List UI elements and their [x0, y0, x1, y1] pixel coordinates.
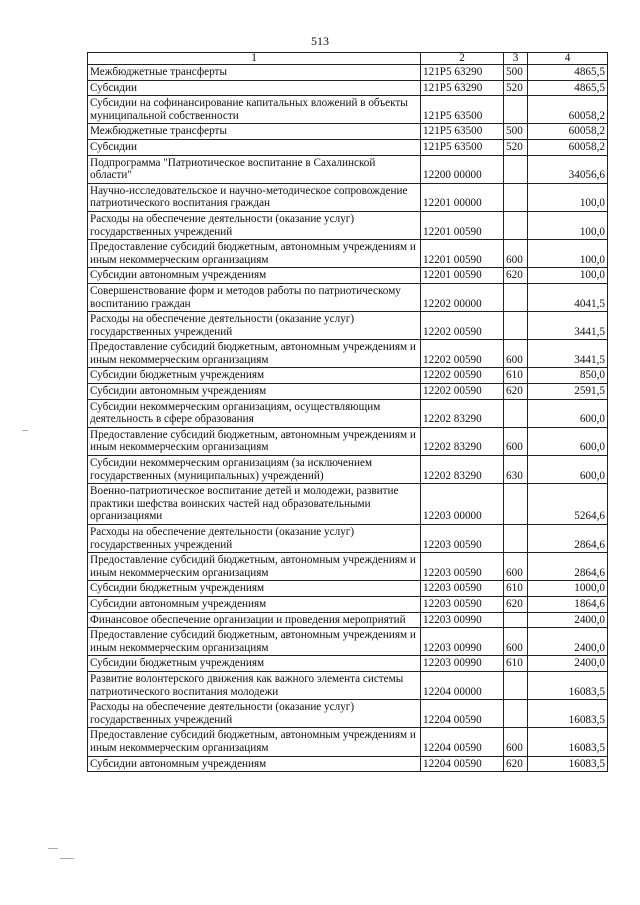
row-code: 12204 00590	[421, 728, 504, 756]
row-name: Субсидии некоммерческим организациям (за исключением государственных (муниципальных) учреждений)	[88, 456, 421, 484]
table-row	[88, 427, 608, 455]
row-type: 610	[504, 368, 528, 384]
row-name: Расходы на обеспечение деятельности (оказание услуг) государственных учреждений	[88, 312, 421, 340]
row-code: 12204 00590	[421, 756, 504, 772]
table-row	[88, 268, 608, 284]
row-type	[504, 399, 528, 427]
row-code: 12203 00990	[421, 612, 504, 628]
row-type: 520	[504, 80, 528, 96]
row-amount: 3441,5	[528, 340, 608, 368]
row-code: 12202 00000	[421, 283, 504, 311]
row-amount: 2591,5	[528, 384, 608, 400]
row-name: Предоставление субсидий бюджетным, автономным учреждениям и иным некоммерческим организациям	[88, 628, 421, 656]
row-code: 12203 00590	[421, 553, 504, 581]
table-row	[88, 671, 608, 699]
row-name: Предоставление субсидий бюджетным, автономным учреждениям и иным некоммерческим организациям	[88, 427, 421, 455]
row-type: 620	[504, 596, 528, 612]
row-amount: 34056,6	[528, 155, 608, 183]
row-code: 12203 00590	[421, 596, 504, 612]
row-amount: 2400,0	[528, 628, 608, 656]
row-type: 600	[504, 553, 528, 581]
row-type: 500	[504, 124, 528, 140]
row-amount: 60058,2	[528, 139, 608, 155]
table-row	[88, 155, 608, 183]
row-type	[504, 612, 528, 628]
row-type	[504, 283, 528, 311]
column-header-amount: 4	[528, 53, 608, 65]
row-name: Расходы на обеспечение деятельности (оказание услуг) государственных учреждений	[88, 700, 421, 728]
row-name: Финансовое обеспечение организации и проведения мероприятий	[88, 612, 421, 628]
table-row	[88, 553, 608, 581]
row-code: 12203 00990	[421, 628, 504, 656]
table-row	[88, 596, 608, 612]
row-name: Расходы на обеспечение деятельности (оказание услуг) государственных учреждений	[88, 211, 421, 239]
table-row	[88, 581, 608, 597]
row-code: 12203 00590	[421, 581, 504, 597]
table-row	[88, 124, 608, 140]
row-name: Совершенствование форм и методов работы по патриотическому воспитанию граждан	[88, 283, 421, 311]
table-row	[88, 211, 608, 239]
column-header-type: 3	[504, 53, 528, 65]
row-code: 12202 83290	[421, 456, 504, 484]
column-header-row	[88, 53, 608, 65]
row-type: 500	[504, 65, 528, 81]
table-row	[88, 384, 608, 400]
row-code: 12200 00000	[421, 155, 504, 183]
row-amount: 1000,0	[528, 581, 608, 597]
row-name: Субсидии бюджетным учреждениям	[88, 581, 421, 597]
row-code: 12203 00000	[421, 484, 504, 525]
row-amount: 60058,2	[528, 124, 608, 140]
row-name: Предоставление субсидий бюджетным, автономным учреждениям и иным некоммерческим организациям	[88, 340, 421, 368]
row-name: Субсидии на софинансирование капитальных вложений в объекты муниципальной собственности	[88, 96, 421, 124]
table-row	[88, 368, 608, 384]
row-name: Научно-исследовательское и научно-методическое сопровождение патриотического воспитания граждан	[88, 183, 421, 211]
row-code: 12202 83290	[421, 399, 504, 427]
row-name: Предоставление субсидий бюджетным, автономным учреждениям и иным некоммерческим организациям	[88, 240, 421, 268]
row-name: Расходы на обеспечение деятельности (оказание услуг) государственных учреждений	[88, 525, 421, 553]
row-type: 610	[504, 581, 528, 597]
scan-mark	[22, 430, 28, 431]
row-type	[504, 700, 528, 728]
table-row	[88, 484, 608, 525]
row-amount: 100,0	[528, 240, 608, 268]
table-row	[88, 700, 608, 728]
row-amount: 4865,5	[528, 80, 608, 96]
row-type: 600	[504, 427, 528, 455]
page-number: 513	[311, 34, 329, 48]
row-code: 12202 00590	[421, 384, 504, 400]
row-type: 520	[504, 139, 528, 155]
row-type	[504, 671, 528, 699]
row-code: 121P5 63500	[421, 124, 504, 140]
row-type: 620	[504, 268, 528, 284]
row-name: Подпрограмма "Патриотическое воспитание в Сахалинской области"	[88, 155, 421, 183]
budget-table	[87, 52, 608, 772]
row-name: Развитие волонтерского движения как важного элемента системы патриотического воспитания молодежи	[88, 671, 421, 699]
row-type: 610	[504, 656, 528, 672]
row-type: 630	[504, 456, 528, 484]
row-amount: 2864,6	[528, 553, 608, 581]
table-row	[88, 399, 608, 427]
row-name: Предоставление субсидий бюджетным, автономным учреждениям и иным некоммерческим организациям	[88, 553, 421, 581]
scan-mark	[60, 858, 74, 859]
row-code: 12201 00590	[421, 240, 504, 268]
row-type: 600	[504, 628, 528, 656]
row-name: Межбюджетные трансферты	[88, 65, 421, 81]
row-type	[504, 96, 528, 124]
row-name: Субсидии автономным учреждениям	[88, 384, 421, 400]
row-type	[504, 312, 528, 340]
row-code: 12201 00590	[421, 268, 504, 284]
row-amount: 2400,0	[528, 612, 608, 628]
row-amount: 1864,6	[528, 596, 608, 612]
table-row	[88, 312, 608, 340]
table-row	[88, 340, 608, 368]
row-code: 12204 00590	[421, 700, 504, 728]
table-row	[88, 612, 608, 628]
row-type	[504, 155, 528, 183]
row-code: 12202 00590	[421, 368, 504, 384]
table-row	[88, 756, 608, 772]
row-type	[504, 484, 528, 525]
row-name: Субсидии бюджетным учреждениям	[88, 368, 421, 384]
table-row	[88, 65, 608, 81]
table-row	[88, 628, 608, 656]
row-type: 600	[504, 240, 528, 268]
row-amount: 16083,5	[528, 671, 608, 699]
row-type: 600	[504, 728, 528, 756]
column-header-name: 1	[88, 53, 421, 65]
row-amount: 100,0	[528, 268, 608, 284]
table-row	[88, 525, 608, 553]
row-code: 12203 00590	[421, 525, 504, 553]
table-row	[88, 139, 608, 155]
row-code: 12204 00000	[421, 671, 504, 699]
table-row	[88, 183, 608, 211]
row-amount: 600,0	[528, 427, 608, 455]
row-amount: 5264,6	[528, 484, 608, 525]
row-amount: 60058,2	[528, 96, 608, 124]
row-amount: 100,0	[528, 183, 608, 211]
row-amount: 16083,5	[528, 728, 608, 756]
row-type	[504, 211, 528, 239]
row-name: Субсидии	[88, 139, 421, 155]
row-code: 121P5 63290	[421, 80, 504, 96]
row-name: Субсидии автономным учреждениям	[88, 596, 421, 612]
row-amount: 4865,5	[528, 65, 608, 81]
row-code: 121P5 63500	[421, 139, 504, 155]
table-row	[88, 728, 608, 756]
row-code: 12203 00990	[421, 656, 504, 672]
table-row	[88, 240, 608, 268]
row-type	[504, 525, 528, 553]
scan-mark	[48, 848, 58, 849]
row-name: Межбюджетные трансферты	[88, 124, 421, 140]
row-amount: 3441,5	[528, 312, 608, 340]
row-name: Предоставление субсидий бюджетным, автономным учреждениям и иным некоммерческим организациям	[88, 728, 421, 756]
row-code: 12202 83290	[421, 427, 504, 455]
row-name: Военно-патриотическое воспитание детей и молодежи, развитие практики шефства воинских частей над образовательными организациями	[88, 484, 421, 525]
row-name: Субсидии некоммерческим организациям, осуществляющим деятельность в сфере образования	[88, 399, 421, 427]
row-amount: 2400,0	[528, 656, 608, 672]
row-amount: 4041,5	[528, 283, 608, 311]
row-amount: 100,0	[528, 211, 608, 239]
table-row	[88, 656, 608, 672]
row-type: 620	[504, 384, 528, 400]
row-amount: 16083,5	[528, 700, 608, 728]
row-name: Субсидии автономным учреждениям	[88, 268, 421, 284]
row-type: 620	[504, 756, 528, 772]
table-body	[88, 65, 608, 772]
row-code: 12202 00590	[421, 312, 504, 340]
row-amount: 850,0	[528, 368, 608, 384]
table-row	[88, 80, 608, 96]
table-row	[88, 283, 608, 311]
table-row	[88, 96, 608, 124]
table-row	[88, 456, 608, 484]
row-name: Субсидии автономным учреждениям	[88, 756, 421, 772]
row-code: 12202 00590	[421, 340, 504, 368]
row-code: 12201 00000	[421, 183, 504, 211]
row-code: 121P5 63500	[421, 96, 504, 124]
row-type	[504, 183, 528, 211]
row-amount: 600,0	[528, 456, 608, 484]
column-header-code: 2	[421, 53, 504, 65]
row-amount: 2864,6	[528, 525, 608, 553]
row-code: 121P5 63290	[421, 65, 504, 81]
row-type: 600	[504, 340, 528, 368]
row-code: 12201 00590	[421, 211, 504, 239]
row-amount: 16083,5	[528, 756, 608, 772]
row-name: Субсидии бюджетным учреждениям	[88, 656, 421, 672]
row-amount: 600,0	[528, 399, 608, 427]
row-name: Субсидии	[88, 80, 421, 96]
